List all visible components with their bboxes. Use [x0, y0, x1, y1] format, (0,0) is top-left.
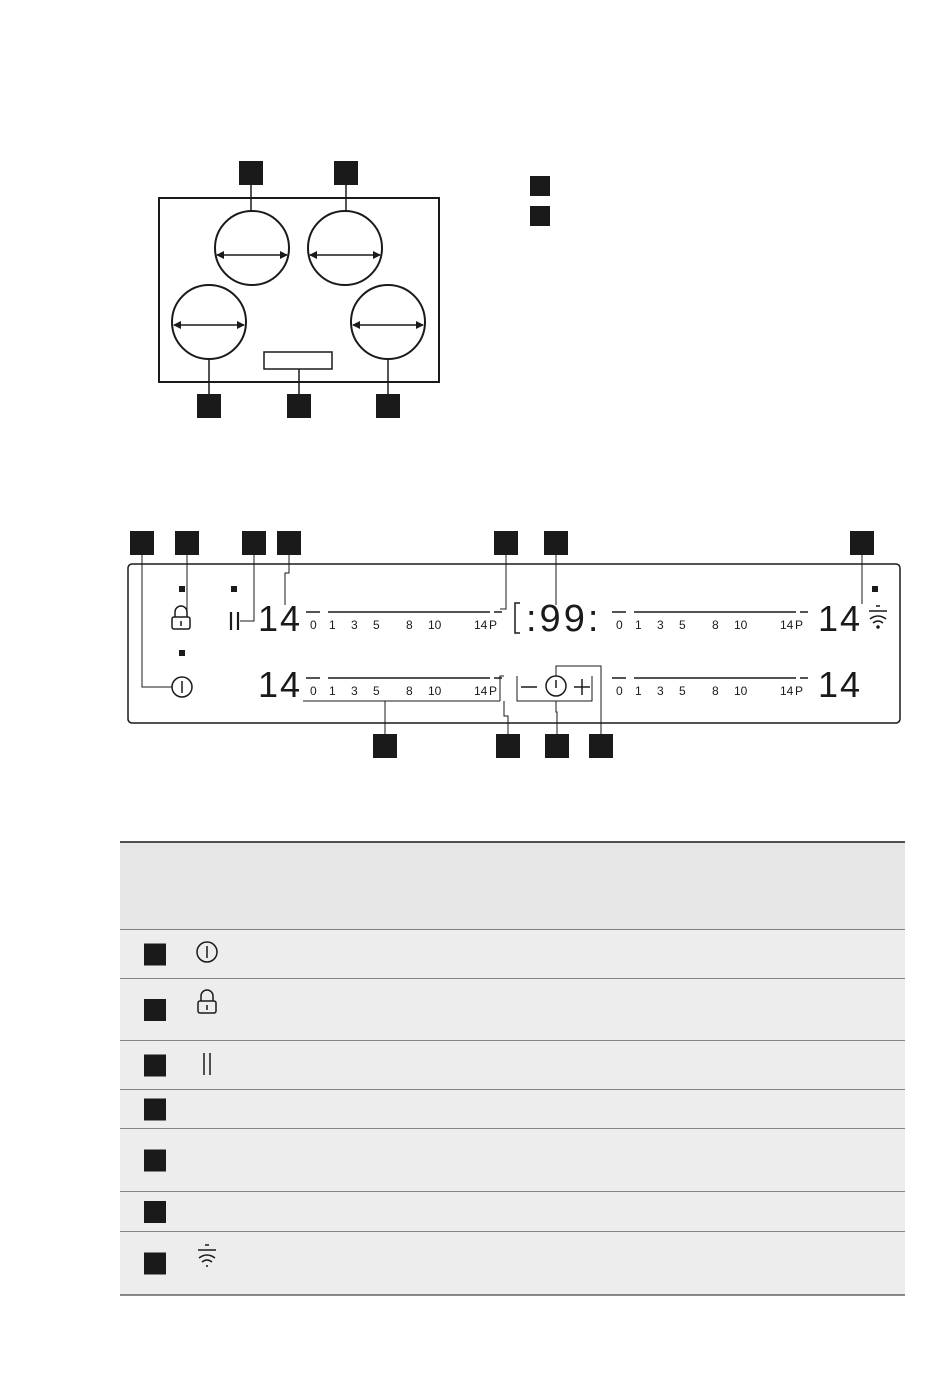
legend-marker [530, 206, 550, 226]
row-marker [144, 999, 166, 1021]
table-row [120, 1232, 905, 1295]
scale-tick-label: 10 [428, 618, 442, 632]
control-panel-diagram [128, 531, 900, 758]
table-row [120, 979, 905, 1041]
scale-tick-label: 0 [310, 618, 317, 632]
scale-tick-label: 0 [616, 684, 623, 698]
callout-marker [130, 531, 154, 555]
zone-rear-left[interactable] [215, 211, 289, 285]
timer-display: :99: [526, 598, 602, 640]
callout-marker [494, 531, 518, 555]
row-marker [144, 944, 166, 966]
legend-table [120, 842, 905, 1295]
hob-outline [159, 198, 439, 382]
callout-marker [376, 394, 400, 418]
power-display-bottom-left: 14 [258, 664, 303, 705]
scale-tick-label: P [795, 684, 804, 698]
scale-tick-label: P [795, 618, 804, 632]
power-display-top-right: 14 [818, 598, 863, 639]
row-marker [144, 1150, 166, 1172]
hob-layout-diagram [159, 161, 550, 418]
row-marker [144, 1253, 166, 1275]
table-row [120, 1129, 905, 1192]
callout-marker [496, 734, 520, 758]
table-row [120, 930, 905, 979]
scale-tick-label: P [489, 618, 498, 632]
callout-marker [277, 531, 301, 555]
scale-tick-label: 14 [780, 684, 794, 698]
scale-tick-label: 3 [657, 684, 664, 698]
zone-rear-right[interactable] [308, 211, 382, 285]
scale-tick-label: 5 [679, 684, 686, 698]
scale-tick-label: 1 [635, 618, 642, 632]
table-row [120, 1192, 905, 1232]
callout-marker [373, 734, 397, 758]
scale-tick-label: 5 [373, 618, 380, 632]
scale-tick-label: 3 [351, 618, 358, 632]
row-marker [144, 1201, 166, 1223]
callout-marker [334, 161, 358, 185]
scale-tick-label: 10 [428, 684, 442, 698]
scale-tick-label: 3 [351, 684, 358, 698]
callout-marker [589, 734, 613, 758]
control-panel [128, 564, 900, 723]
scale-tick-label: 8 [406, 684, 413, 698]
control-panel-outline[interactable] [264, 352, 332, 369]
scale-tick-label: 5 [373, 684, 380, 698]
scale-tick-label: 14 [474, 684, 488, 698]
table-row [120, 1041, 905, 1090]
table-header [120, 842, 905, 930]
callout-marker [175, 531, 199, 555]
callout-marker [850, 531, 874, 555]
callout-marker [545, 734, 569, 758]
scale-tick-label: 0 [310, 684, 317, 698]
callout-marker [239, 161, 263, 185]
zone-front-left[interactable] [172, 285, 246, 359]
row-marker [144, 1099, 166, 1121]
scale-tick-label: 14 [474, 618, 488, 632]
scale-tick-label: 1 [329, 684, 336, 698]
scale-tick-label: 8 [406, 618, 413, 632]
scale-tick-label: 8 [712, 618, 719, 632]
scale-tick-label: 5 [679, 618, 686, 632]
scale-tick-label: P [489, 684, 498, 698]
power-display-top-left: 14 [258, 598, 303, 639]
indicator-light [231, 586, 237, 592]
scale-tick-label: 3 [657, 618, 664, 632]
row-marker [144, 1055, 166, 1077]
scale-tick-label: 0 [616, 618, 623, 632]
indicator-light [179, 586, 185, 592]
scale-tick-label: 8 [712, 684, 719, 698]
indicator-light [872, 586, 878, 592]
callout-marker [544, 531, 568, 555]
legend-marker [530, 176, 550, 196]
zone-front-right[interactable] [351, 285, 425, 359]
power-display-bottom-right: 14 [818, 664, 863, 705]
callout-marker [242, 531, 266, 555]
scale-tick-label: 10 [734, 618, 748, 632]
scale-tick-label: 14 [780, 618, 794, 632]
callout-marker [197, 394, 221, 418]
table-row [120, 1090, 905, 1129]
scale-tick-label: 1 [329, 618, 336, 632]
callout-marker [287, 394, 311, 418]
scale-tick-label: 10 [734, 684, 748, 698]
scale-tick-label: 1 [635, 684, 642, 698]
indicator-light [179, 650, 185, 656]
